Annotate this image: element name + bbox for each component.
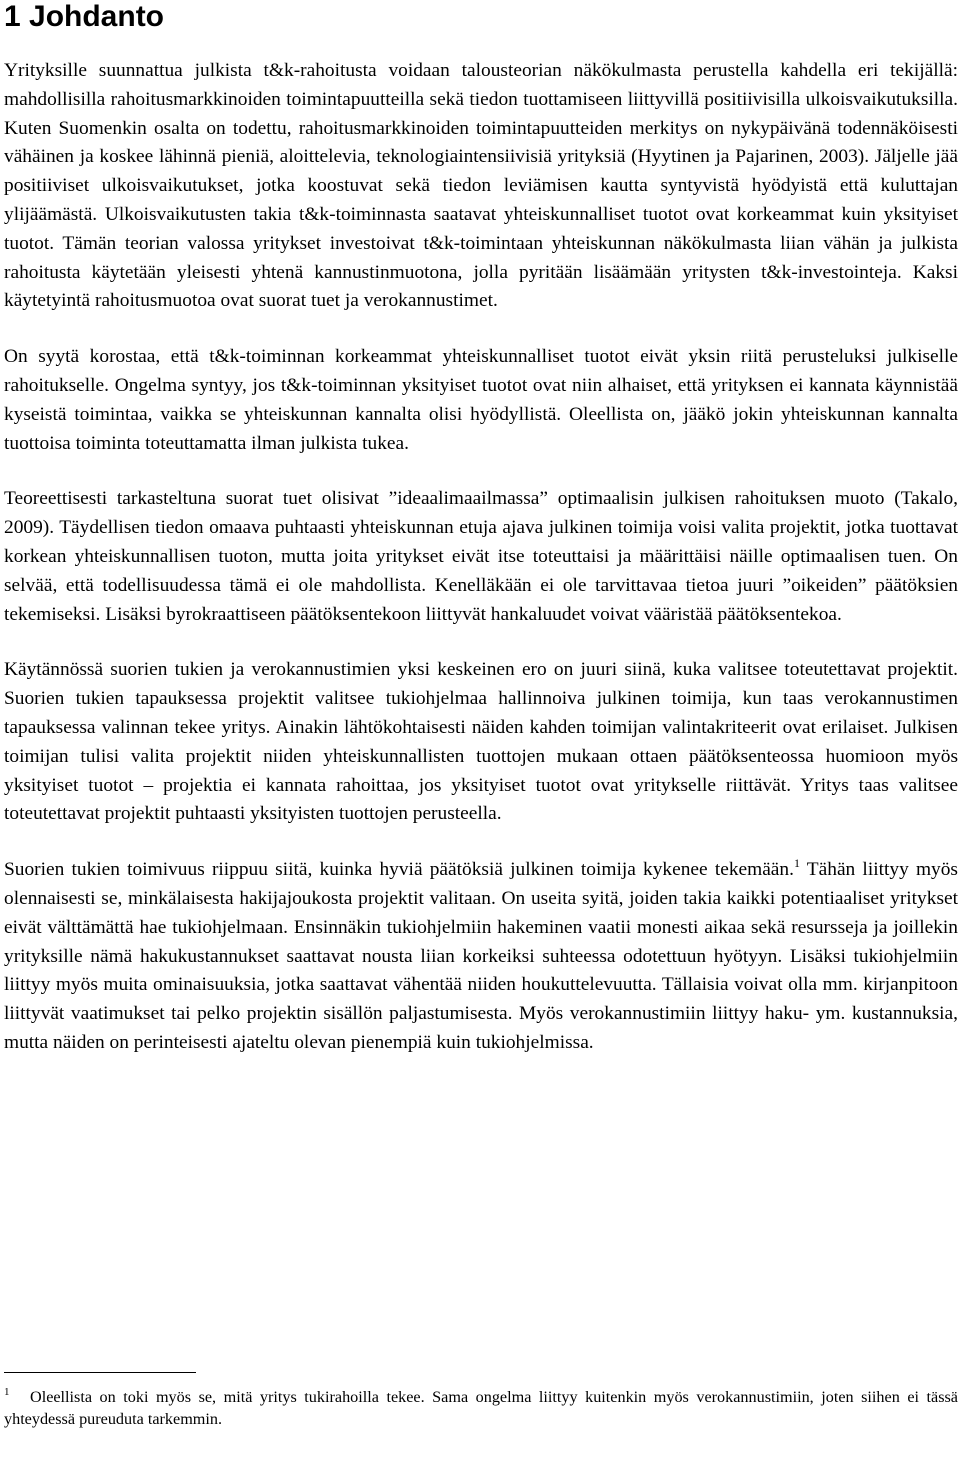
body-text (4, 57, 958, 1085)
paragraph-2: On syytä korostaa, että t&k-toiminnan korkeammat yhteiskunnalliset tuotot eivät yksin riitä perusteluksi julkiselle rahoitukselle. Ongelma syntyy, jos t&k-toiminnan yksityiset tuotot ovat niin alhaiset, että yrityksen ei kannata käynnistää kyseistä toimintaa, vaikka se yhteiskunnan kannalta olisi hyödyllistä. Oleellista on, jääkö jokin yhteiskunnan kannalta tuottoisa toiminta toteuttamatta ilman julkista tukea. (4, 346, 958, 454)
paragraph-4: Käytännössä suorien tukien ja verokannustimien yksi keskeinen ero on juuri siinä, kuka valitsee toteutettavat projektit. Suorien tukien tapauksessa projektit valitsee tukiohjelmaa hallinnoiva julkinen toimija, kun taas verokannustimen tapauksessa valinnan tekee yritys. Ainakin lähtökohtaisesti näiden kahden toimijan valintakriteerit ovat erilaiset. Julkisen toimijan tulisi valita projektit niiden yhteiskunnallisten tuottojen mukaan ottaen päätöksenteossa huomioon myös yksityiset tuotot – projektia ei kannata rahoittaa, jos yksityiset tuotot ovat yritykselle riittävät. Yritys taas valitsee toteutettavat projektit puhtaasti yksityisten tuottojen perusteella. (4, 659, 958, 825)
footnote-text: Oleellista on toki myös se, mitä yritys tukirahoilla tekee. Sama ongelma liittyy kuitenkin myös verokannustimiin, joten siihen ei tässä yhteydessä pureuduta tarkemmin. (4, 1388, 958, 1428)
paragraph-1: Yrityksille suunnattua julkista t&k-rahoitusta voidaan talousteorian näkökulmasta perustella kahdella eri tekijällä: mahdollisilla rahoitusmarkkinoiden toimintapuutteilla sekä tiedon tuottamiseen liittyvillä positiivisilla ulkoisvaikutuksilla. Kuten Suomenkin osalta on todettu, rahoitusmarkkinoiden toimintapuutteiden merkitys on nykypäivänä todennäköisesti vähäinen ja koskee lähinnä pieniä, aloittelevia, teknologiaintensiivisiä yrityksiä (Hyytinen ja Pajarinen, 2003). Jäljelle jää positiiviset ulkoisvaikutukset, jotka koostuvat sekä tiedon leviämisen kautta syntyvistä hyödyistä että kuluttajan ylijäämästä. Ulkoisvaikutusten takia t&k-toiminnasta saatavat yhteiskunnalliset tuotot ovat korkeammat kuin yksityiset tuotot. Tämän teorian valossa yritykset investoivat t&k-toimintaan yhteiskunnan näkökulmasta liian vähän ja julkista rahoitusta käytetään yleisesti yhtenä kannustinmuotona, jolla pyritään lisäämään yritysten t&k-investointeja. Kaksi käytetyintä rahoitusmuotoa ovat suorat tuet ja verokannustimet. (4, 60, 958, 312)
chapter-heading: 1 Johdanto (4, 0, 165, 33)
paragraph-3: Teoreettisesti tarkasteltuna suorat tuet olisivat ”ideaalimaailmassa” optimaalisin julkisen rahoituksen muoto (Takalo, 2009). Täydellisen tiedon omaava puhtaasti yhteiskunnan etuja ajava julkinen toimija voisi valita projektit, jotka tuottavat korkean yhteiskunnallisen tuoton, mutta joita yritykset eivät itse toteuttaisi ja määrittäisi näille optimaalisen tuen. On selvää, että todellisuudessa tämä ei ole mahdollista. Kenelläkään ei ole tarvittavaa tietoa juuri ”oikeiden” päätöksien tekemiseksi. Lisäksi byrokraattiseen päätöksentekoon liittyvät hankaluudet voivat vääristää päätöksentekoa. (4, 488, 958, 625)
document-page (4, 0, 958, 1053)
footnote: 1 Oleellista on toki myös se, mitä yritys tukirahoilla tekee. Sama ongelma liittyy kuitenkin myös verokannustimiin, joten siihen ei tässä yhteydessä pureuduta tarkemmin. (4, 1386, 958, 1428)
paragraph-5-rest: Tähän liittyy myös olennaisesti se, minkälaisesta hakijajoukosta projektit valitaan. On useita syitä, joiden takia kaikki potentiaaliset yritykset eivät välttämättä hae tukiohjelmaan. Ensinnäkin tukiohjelmiin hakeminen vaatii monesti aikaa sekä resursseja ja joillekin yrityksille nämä hakukustannukset saattavat nousta liian korkeiksi suhteessa odotettuun hyötyyn. Lisäksi tukiohjelmiin liittyy myös muita ominaisuuksia, jotka saattavat vähentää niiden houkuttelevuutta. Tällaisia voivat olla mm. kirjanpitoon liittyvät vaatimukset tai pelko projektin sisällön paljastumisesta. Myös verokannustimiin liittyy haku- ym. kustannuksia, mutta näiden on perinteisesti ajateltu olevan pienempiä kuin tukiohjelmissa. (4, 859, 958, 1053)
footnote-reference[interactable]: 1 (793, 856, 800, 871)
paragraph-5-start: Suorien tukien toimivuus riippuu siitä, kuinka hyviä päätöksiä julkinen toimija kykenee tekemään. (4, 859, 794, 881)
paragraph-5 (4, 856, 958, 1058)
footnote-separator (4, 1372, 196, 1373)
